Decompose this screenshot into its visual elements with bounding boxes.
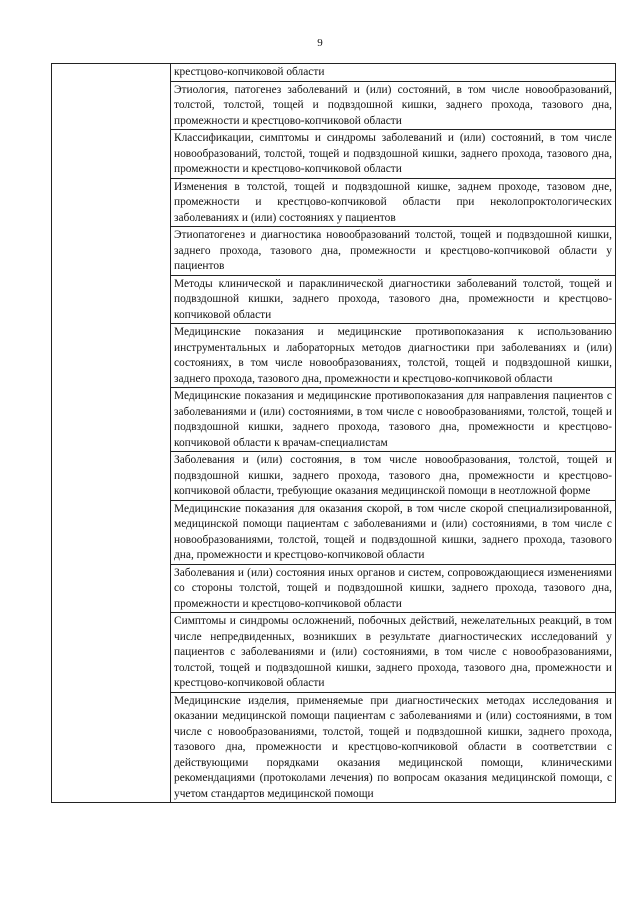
table-cell: Классификации, симптомы и синдромы заболеваний и (или) состояний, в том числе новообразований, толстой, тощей и подвздошной кишки, заднего прохода, тазового дна, промежности и крестцово-копчиковой области (171, 130, 616, 179)
table-cell: Медицинские показания и медицинские противопоказания к использованию инструментальных и лабораторных методов диагностики при заболеваниях и (или) состояниях, в том числе новообразованиях, толстой, тощей и подвздошной кишки, заднего прохода, тазового дна, промежности и крестцово-копчиковой области (171, 324, 616, 388)
table-cell: Симптомы и синдромы осложнений, побочных действий, нежелательных реакций, в том числе непредвиденных, возникших в результате диагностических исследований у пациентов с заболеваниями и (или) состояниями, в том числе с новообразованиями, толстой, тощей и подвздошной кишки, заднего прохода, тазового дна, промежности и крестцово-копчиковой области (171, 613, 616, 693)
empty-label-cell (52, 64, 171, 803)
table-cell: Этиология, патогенез заболеваний и (или) состояний, в том числе новообразований, толстой, толстой, тощей и подвздошной кишки, заднего прохода, тазового дна, промежности и крестцово-копчиковой области (171, 81, 616, 130)
table-cell: Медицинские изделия, применяемые при диагностических методах исследования и оказании медицинской помощи пациентам с заболеваниями и (или) состояниями, в том числе с новообразованиями, толстой, тощей и подвздошной кишки, заднего прохода, тазового дна, промежности и крестцово-копчиковой области в соответствии с действующими порядками оказания медицинской помощи, клиническими рекомендациями (протоколами лечения) по вопросам оказания медицинской помощи, с учетом стандартов медицинской помощи (171, 692, 616, 803)
table-cell: Методы клинической и параклинической диагностики заболеваний толстой, тощей и подвздошной кишки, заднего прохода, тазового дна, промежности и крестцово-копчиковой области (171, 275, 616, 324)
table-cell: Этиопатогенез и диагностика новообразований толстой, тощей и подвздошной кишки, заднего прохода, тазового дна, промежности и крестцово-копчиковой области у пациентов (171, 227, 616, 276)
table-cell: крестцово-копчиковой области (171, 64, 616, 82)
table-cell: Медицинские показания и медицинские противопоказания для направления пациентов с заболеваниями и (или) состояниями, в том числе с новообразованиями, толстой, тощей и подвздошной кишки, заднего прохода, тазового дна, промежности и крестцово-копчиковой области к врачам-специалистам (171, 388, 616, 452)
table-cell: Изменения в толстой, тощей и подвздошной кишке, заднем проходе, тазовом дне, промежности и крестцово-копчиковой области при неколопроктологических заболеваниях и (или) состояниях у пациентов (171, 178, 616, 227)
table-row (52, 64, 616, 82)
page-number: 9 (317, 37, 323, 49)
table-cell: Медицинские показания для оказания скорой, в том числе скорой специализированной, медицинской помощи пациентам с заболеваниями и (или) состояниями, в том числе с новообразованиями, толстой, тощей и подвздошной кишки, заднего прохода, тазового дна, промежности и крестцово-копчиковой области (171, 500, 616, 564)
table-cell: Заболевания и (или) состояния, в том числе новообразования, толстой, тощей и подвздошной кишки, заднего прохода, тазового дна, промежности и крестцово-копчиковой области, требующие оказания медицинской помощи в неотложной форме (171, 452, 616, 501)
knowledge-requirements-table (51, 63, 616, 803)
table-cell: Заболевания и (или) состояния иных органов и систем, сопровождающиеся изменениями со стороны толстой, тощей и подвздошной кишки, заднего прохода, тазового дна, промежности и крестцово-копчиковой области (171, 564, 616, 613)
